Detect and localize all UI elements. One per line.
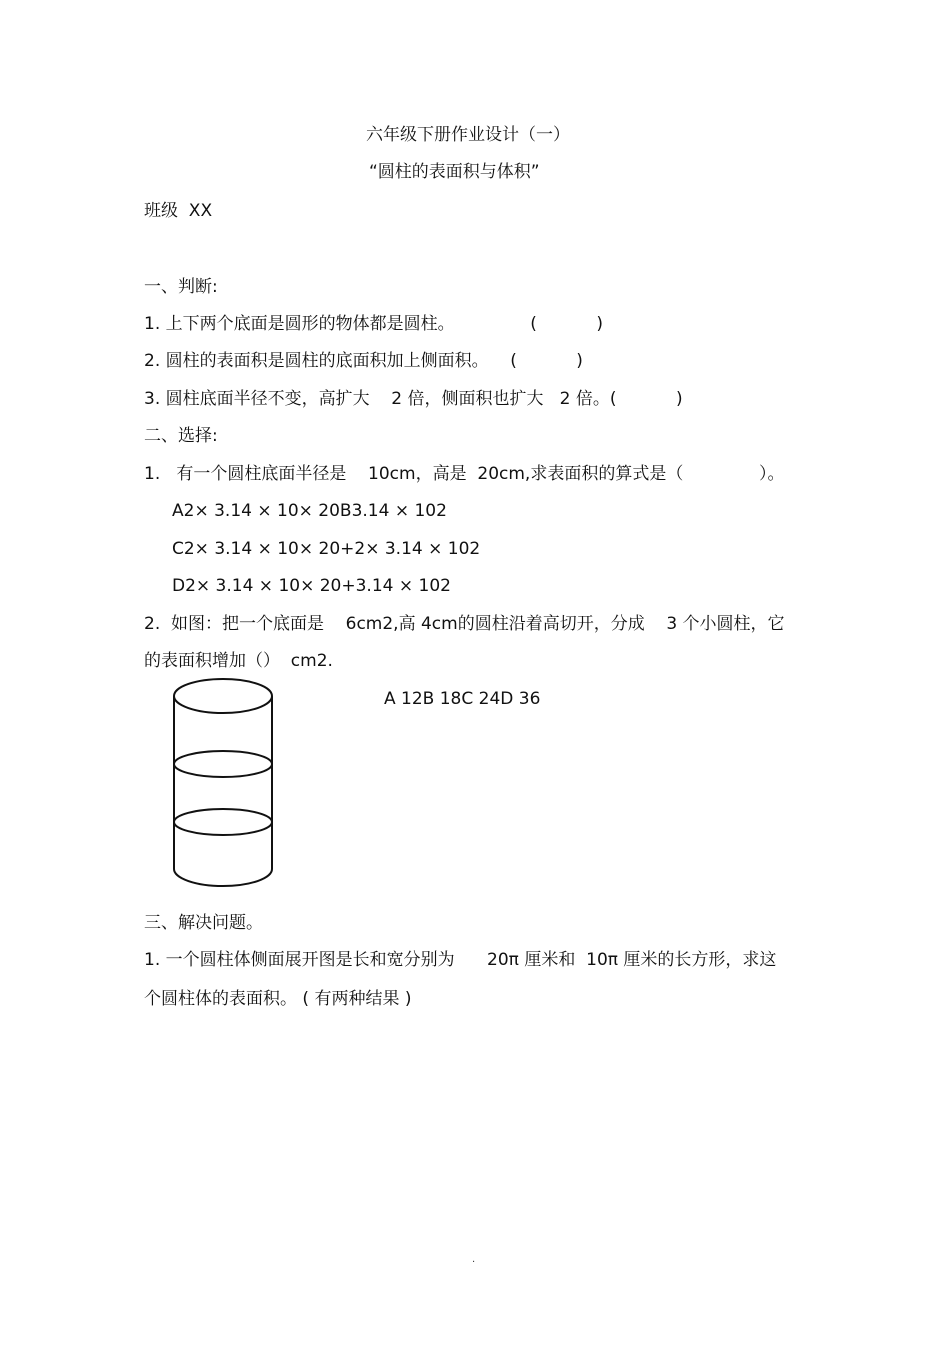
- choice-q1-option-c: C2× 3.14 × 10× 20+2× 3.14 × 102: [172, 539, 481, 559]
- page-title: 六年级下册作业设计（一）: [366, 125, 570, 145]
- cylinder-top-ellipse: [174, 679, 272, 713]
- footer-dot: .: [472, 1254, 476, 1265]
- cylinder-cut-2: [174, 809, 272, 835]
- section1-heading: 一、判断:: [144, 277, 218, 297]
- choice-q1-option-d: D2× 3.14 × 10× 20+3.14 × 102: [172, 576, 451, 596]
- choice-q2-stem-line2: 的表面积增加（） cm2.: [144, 651, 333, 671]
- choice-q2-stem-line1: 2. 如图：把一个底面是 6cm2,高 4cm的圆柱沿着高切开，分成 3 个小圆柱，它: [144, 614, 785, 634]
- section2-heading: 二、选择:: [144, 426, 218, 446]
- choice-q1-stem: 1. 有一个圆柱底面半径是 10cm，高是 20cm,求表面积的算式是（ ）。: [144, 464, 785, 484]
- cylinder-bottom-arc: [174, 869, 272, 886]
- judge-item-2: 2. 圆柱的表面积是圆柱的底面积加上侧面积。 ( ): [144, 351, 583, 371]
- cylinder-cut-1: [174, 751, 272, 777]
- judge-item-1: 1. 上下两个底面是圆形的物体都是圆柱。 ( ): [144, 314, 603, 334]
- choice-q2-options: A 12B 18C 24D 36: [384, 689, 541, 709]
- section3-heading: 三、解决问题。: [144, 913, 263, 933]
- judge-item-3: 3. 圆柱底面半径不变，高扩大 2 倍，侧面积也扩大 2 倍。( ): [144, 389, 683, 409]
- page-subtitle: “圆柱的表面积与体积”: [369, 162, 540, 182]
- problem-1-line1: 1. 一个圆柱体侧面展开图是长和宽分别为 20π 厘米和 10π 厘米的长方形，求这: [144, 950, 777, 970]
- class-line: 班级 XX: [144, 201, 213, 221]
- cylinder-figure: [168, 676, 278, 896]
- choice-q1-option-ab: A2× 3.14 × 10× 20B3.14 × 102: [172, 501, 447, 521]
- problem-1-line2: 个圆柱体的表面积。 ( 有两种结果 ): [144, 989, 412, 1009]
